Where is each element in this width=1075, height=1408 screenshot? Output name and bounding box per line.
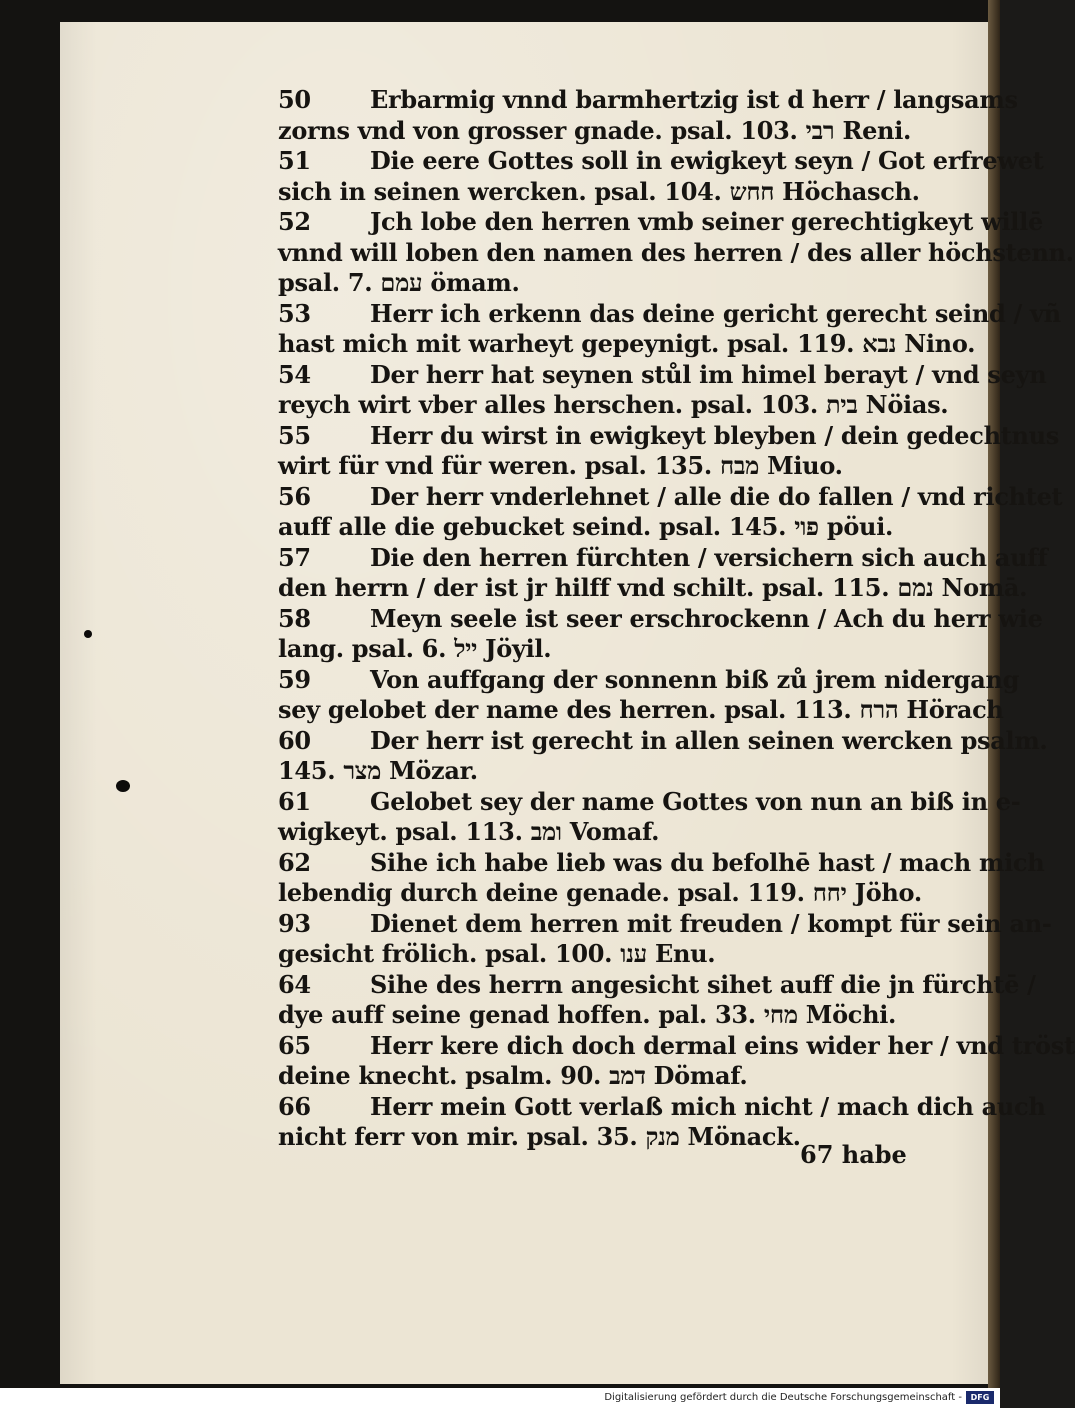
binding-hole-lower [116,780,130,792]
verse-text: Der herr ist gerecht in allen seinen wercken psalm. [370,725,1048,755]
verse-text: hast mich mit warheyt gepeynigt. psal. 119. נבא Nino. [278,329,976,358]
verse-text: lebendig durch deine genade. psal. 119. יחח Jöho. [278,878,922,907]
verse-number: 60 [278,725,311,755]
text-line [278,908,1052,940]
text-line [278,969,1036,1001]
text-line [278,451,948,482]
verse-text: 145. מצר Mözar. [278,756,478,785]
text-line [278,1091,1046,1123]
verse-number: 53 [278,298,311,328]
verse-number: 59 [278,664,311,694]
verse-text: Von auffgang der sonnenn biß zů jrem nidergang [370,664,1020,694]
text-line [278,420,1060,452]
verse-text: Erbarmig vnnd barmhertzig ist d herr / langsams [370,85,1018,114]
text-line [278,512,948,543]
catchword: 67 habe [800,1140,907,1169]
text-line [278,725,1048,757]
text-line [278,603,1043,635]
verse-number: 64 [278,969,311,999]
verse-text: Der herr hat seynen stůl im himel berayt / vnd seyn [370,359,1047,389]
verse-number: 57 [278,542,311,572]
verse-text: auff alle die gebucket seind. psal. 145. פוי pöui. [278,512,894,541]
footer-bar [0,1388,1000,1408]
text-line [278,1030,1075,1062]
verse-number: 55 [278,420,311,450]
text-line [278,878,948,909]
text-line [278,359,1047,391]
page-text [278,85,1075,1153]
verse-number: 58 [278,603,311,633]
text-line [278,573,1028,604]
verse-text: Herr kere dich doch dermal eins wider her / vnd tröst [370,1030,1075,1060]
verse-text: Sihe des herrn angesicht sihet auff die jn fürchtē / [370,969,1036,999]
text-line [278,177,948,208]
verse-number: 54 [278,359,311,389]
verse-text: Dienet dem herren mit freuden / kompt für sein an- [370,908,1052,938]
verse-text: Der herr vnderlehnet / alle die do fallen / vnd richtet [370,481,1063,511]
verse-text: Jch lobe den herren vmb seiner gerechtigkeyt willē [370,207,1043,236]
verse-number: 66 [278,1091,311,1121]
verse-text: zorns vnd von grosser gnade. psal. 103. רבי Reni. [278,115,912,145]
verse-text: den herrn / der ist jr hilff vnd schilt. psal. 115. נמם Nomā. [278,573,1028,602]
verse-number: 56 [278,481,311,511]
dfg-logo: DFG [966,1391,994,1404]
verse-number: 52 [278,207,311,236]
text-line [278,664,1020,696]
verse-text: dye auff seine genad hoffen. pal. 33. מחי Möchi. [278,1000,897,1029]
verse-text: Herr du wirst in ewigkeyt bleyben / dein gedechtnus [370,420,1060,450]
verse-number: 51 [278,146,311,175]
binding-hole-upper [84,630,92,638]
text-line [278,939,948,970]
verse-text: Herr ich erkenn das deine gericht gerecht seind / vñ [370,298,1061,328]
text-line [278,207,1043,238]
text-line [278,329,976,360]
verse-text: Sihe ich habe lieb was du befolhē hast / mach mich [370,847,1045,877]
verse-text: gesicht frölich. psal. 100. ענו Enu. [278,939,716,968]
verse-text: sey gelobet der name des herren. psal. 113. הרח Hörach [278,695,1004,724]
verse-text: wirt für vnd für weren. psal. 135. מבח Miuo. [278,451,843,480]
text-line [278,786,1021,818]
text-line [278,1061,948,1092]
verse-number: 50 [278,85,311,114]
text-line [278,146,1044,177]
text-line [278,542,1048,574]
text-line [278,634,948,665]
text-line [278,481,1063,513]
verse-text: deine knecht. psalm. 90. דמב Dömaf. [278,1061,748,1090]
text-line [278,1000,948,1031]
verse-number: 62 [278,847,311,877]
verse-text: Meyn seele ist seer erschrockenn / Ach du herr wie [370,603,1043,633]
text-line [278,298,1061,330]
verse-text: wigkeyt. psal. 113. ומב Vomaf. [278,817,660,846]
text-line [278,817,948,848]
verse-text: nicht ferr von mir. psal. 35. מנק Mönack. [278,1122,801,1151]
verse-number: 93 [278,908,311,938]
verse-number: 61 [278,786,311,816]
verse-text: sich in seinen wercken. psal. 104. חחש Höchasch. [278,176,920,206]
text-line [278,390,948,421]
text-line [278,268,948,299]
verse-text: Die eere Gottes soll in ewigkeyt seyn / Got erfrewet [370,146,1044,175]
verse-text: reych wirt vber alles herschen. psal. 103. בית Nöias. [278,390,949,419]
text-line [278,847,1045,879]
verse-text: vnnd will loben den namen des herren / des aller höchstenn. [278,237,1074,267]
verse-text: Gelobet sey der name Gottes von nun an biß in e- [370,786,1021,816]
verse-number: 65 [278,1030,311,1060]
text-line [278,756,948,787]
verse-text: lang. psal. 6. ייל Jöyil. [278,634,552,663]
verse-text: Die den herren fürchten / versichern sich auch auff [370,542,1048,572]
text-line [278,695,1004,726]
footer-credit: Digitalisierung gefördert durch die Deutsche Forschungsgemeinschaft - [604,1392,962,1403]
verse-text: psal. 7. עמם ömam. [278,268,520,297]
text-line [278,85,1018,116]
text-line [278,237,1074,269]
verse-text: Herr mein Gott verlaß mich nicht / mach dich auch [370,1091,1046,1121]
text-line [278,116,948,147]
